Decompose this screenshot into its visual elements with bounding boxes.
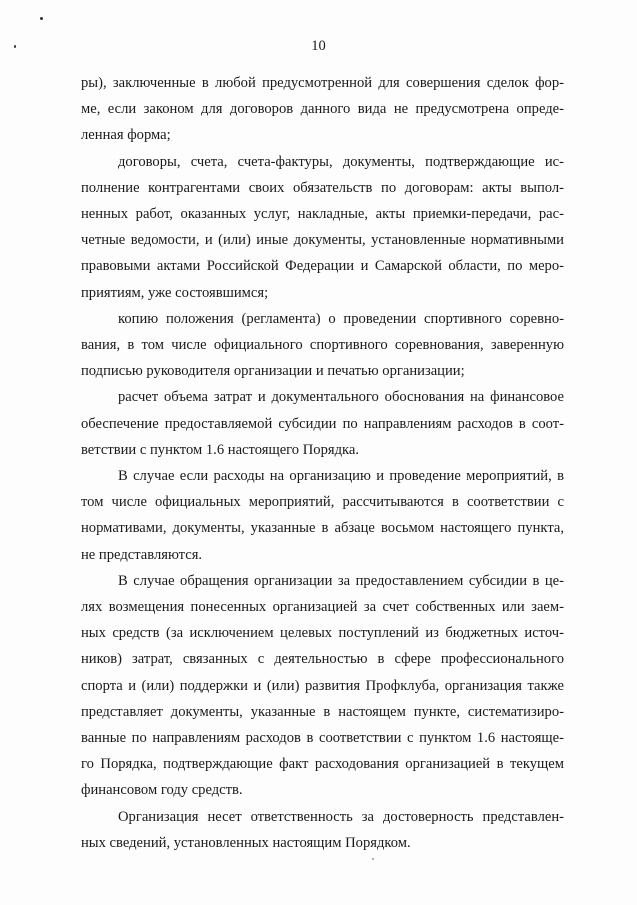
text-line: ненных работ, оказанных услуг, накладные, акты приемки-передачи, рас-	[81, 206, 564, 223]
scan-speck	[372, 858, 374, 860]
paragraph	[81, 384, 564, 463]
text-line: финансовом году средств.	[81, 782, 243, 799]
text-line: В случае если расходы на организацию и проведение мероприятий, в	[118, 468, 564, 485]
text-line: том числе официальных мероприятий, рассчитываются в соответствии с	[81, 494, 564, 511]
text-line: ных средств (за исключением целевых поступлений из бюджетных источ-	[81, 625, 564, 642]
text-line: ников) затрат, связанных с деятельностью в сфере профессионального	[81, 651, 564, 668]
text-line: не представляются.	[81, 546, 203, 563]
page-number: 10	[311, 38, 326, 54]
text-line: спорта и (или) поддержки и (или) развития Профклуба, организация также	[81, 677, 564, 694]
text-line: правовыми актами Российской Федерации и Самарской области, по меро-	[81, 258, 564, 275]
text-line: договоры, счета, счета-фактуры, документы, подтверждающие ис-	[118, 153, 564, 170]
paragraph	[81, 568, 564, 804]
text-line: копию положения (регламента) о проведении спортивного соревно-	[118, 310, 564, 327]
text-line: представляет документы, указанные в настоящем пункте, систематизиро-	[81, 703, 564, 720]
text-line: полнение контрагентами своих обязательств по договорам: акты выпол-	[81, 179, 564, 196]
text-line: Организация несет ответственность за достоверность представлен-	[118, 808, 564, 825]
text-line: приятиям, уже состоявшимся;	[81, 284, 269, 301]
text-line: обеспечение предоставляемой субсидии по направлениям расходов в соот-	[81, 415, 564, 432]
scan-speck	[40, 17, 43, 20]
text-line: ных сведений, установленных настоящим Порядком.	[81, 834, 411, 851]
text-line: ленная форма;	[81, 127, 171, 144]
paragraph	[81, 306, 564, 385]
document-body	[81, 70, 564, 856]
text-line: подписью руководителя организации и печатью организации;	[81, 363, 465, 380]
text-line: го Порядка, подтверждающие факт расходования организацией в текущем	[81, 756, 564, 773]
text-line: ванные по направлениям расходов в соответствии с пунктом 1.6 настояще-	[81, 730, 564, 747]
paragraph	[81, 70, 564, 149]
text-line: ме, если законом для договоров данного вида не предусмотрена опреде-	[81, 101, 564, 118]
text-line: В случае обращения организации за предоставлением субсидии в це-	[118, 572, 564, 589]
text-line: ветствии с пунктом 1.6 настоящего Порядка.	[81, 441, 360, 458]
text-line: расчет объема затрат и документального обоснования на финансовое	[118, 389, 564, 406]
text-line: лях возмещения понесенных организацией за счет собственных или заем-	[81, 599, 564, 616]
text-line: четные ведомости, и (или) иные документы, установленные нормативными	[81, 232, 564, 249]
paragraph	[81, 149, 564, 306]
text-line: вания, в том числе официального спортивного соревнования, заверенную	[81, 337, 564, 354]
paragraph	[81, 463, 564, 568]
text-line: ры), заключенные в любой предусмотренной для совершения сделок фор-	[81, 75, 564, 91]
paragraph	[81, 804, 564, 856]
text-line: нормативами, документы, указанные в абзаце восьмом настоящего пункта,	[81, 520, 564, 537]
